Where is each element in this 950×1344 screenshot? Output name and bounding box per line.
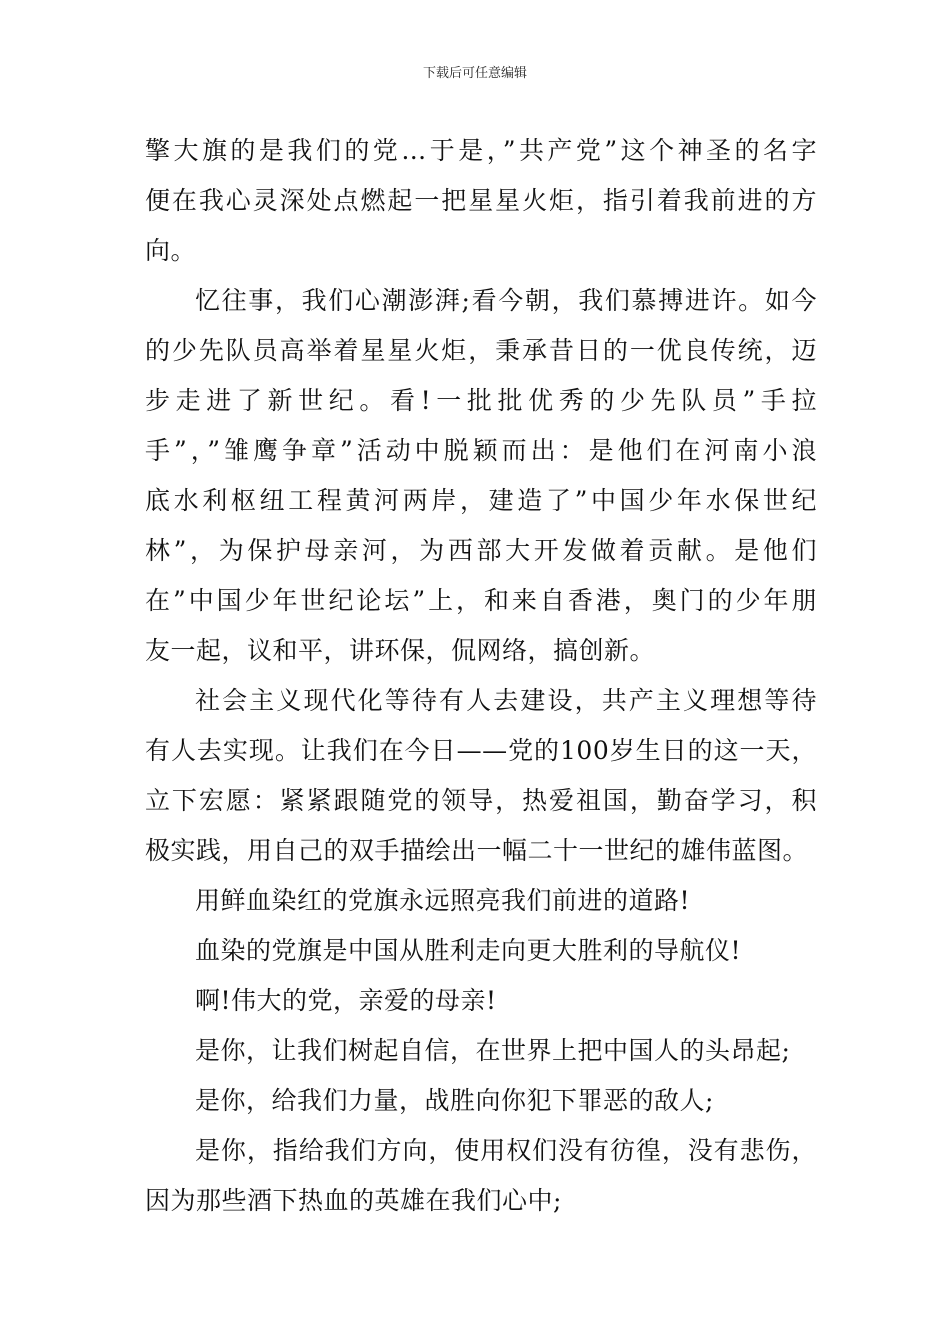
- text-line: 手”，”雏鹰争章”活动中脱颖而出：是他们在河南小浪: [145, 436, 817, 465]
- text-line: 向。: [145, 236, 197, 265]
- paragraph-line: 血染的党旗是中国从胜利走向更大胜利的导航仪!: [195, 936, 742, 965]
- paragraph-first-line: 社会主义现代化等待有人去建设，共产主义理想等待: [195, 686, 817, 715]
- text-line: 底水利枢纽工程黄河两岸，建造了”中国少年水保世纪: [145, 486, 817, 515]
- text-line: 的少先队员高举着星星火炬，秉承昔日的一优良传统，迈: [145, 336, 817, 365]
- paragraph-line: 是你，让我们树起自信，在世界上把中国人的头昂起;: [195, 1036, 791, 1065]
- text-line: 在”中国少年世纪论坛”上，和来自香港，奥门的少年朋: [145, 586, 817, 615]
- text-line: 友一起，议和平，讲环保，侃网络，搞创新。: [145, 636, 656, 665]
- text-line: 步走进了新世纪。看!一批批优秀的少先队员”手拉: [145, 386, 817, 415]
- text-line: 林”，为保护母亲河，为西部大开发做着贡献。是他们: [145, 536, 817, 565]
- page-header: 下载后可任意编辑: [422, 66, 527, 81]
- text-line: 极实践，用自己的双手描绘出一幅二十一世纪的雄伟蓝图。: [145, 836, 809, 865]
- paragraph-first-line: 是你，指给我们方向，使用权们没有彷徨，没有悲伤，: [195, 1136, 817, 1165]
- text-line: 因为那些酒下热血的英雄在我们心中;: [145, 1186, 562, 1215]
- text-line: 便在我心灵深处点燃起一把星星火炬，指引着我前进的方: [145, 186, 817, 215]
- text-line: 立下宏愿：紧紧跟随党的领导，热爱祖国，勤奋学习，积: [145, 786, 817, 815]
- text-line: 擎大旗的是我们的党…于是，”共产党”这个神圣的名字: [145, 136, 817, 165]
- paragraph-first-line: 忆往事，我们心潮澎湃;看今朝，我们慕搏进许。如今: [195, 286, 817, 315]
- paragraph-line: 是你，给我们力量，战胜向你犯下罪恶的敌人;: [195, 1086, 714, 1115]
- paragraph-line: 用鲜血染红的党旗永远照亮我们前进的道路!: [195, 886, 691, 915]
- document-body: [145, 126, 817, 1226]
- text-line: 有人去实现。让我们在今日——党的100岁生日的这一天，: [145, 736, 817, 765]
- paragraph-line: 啊!伟大的党，亲爱的母亲!: [195, 986, 497, 1015]
